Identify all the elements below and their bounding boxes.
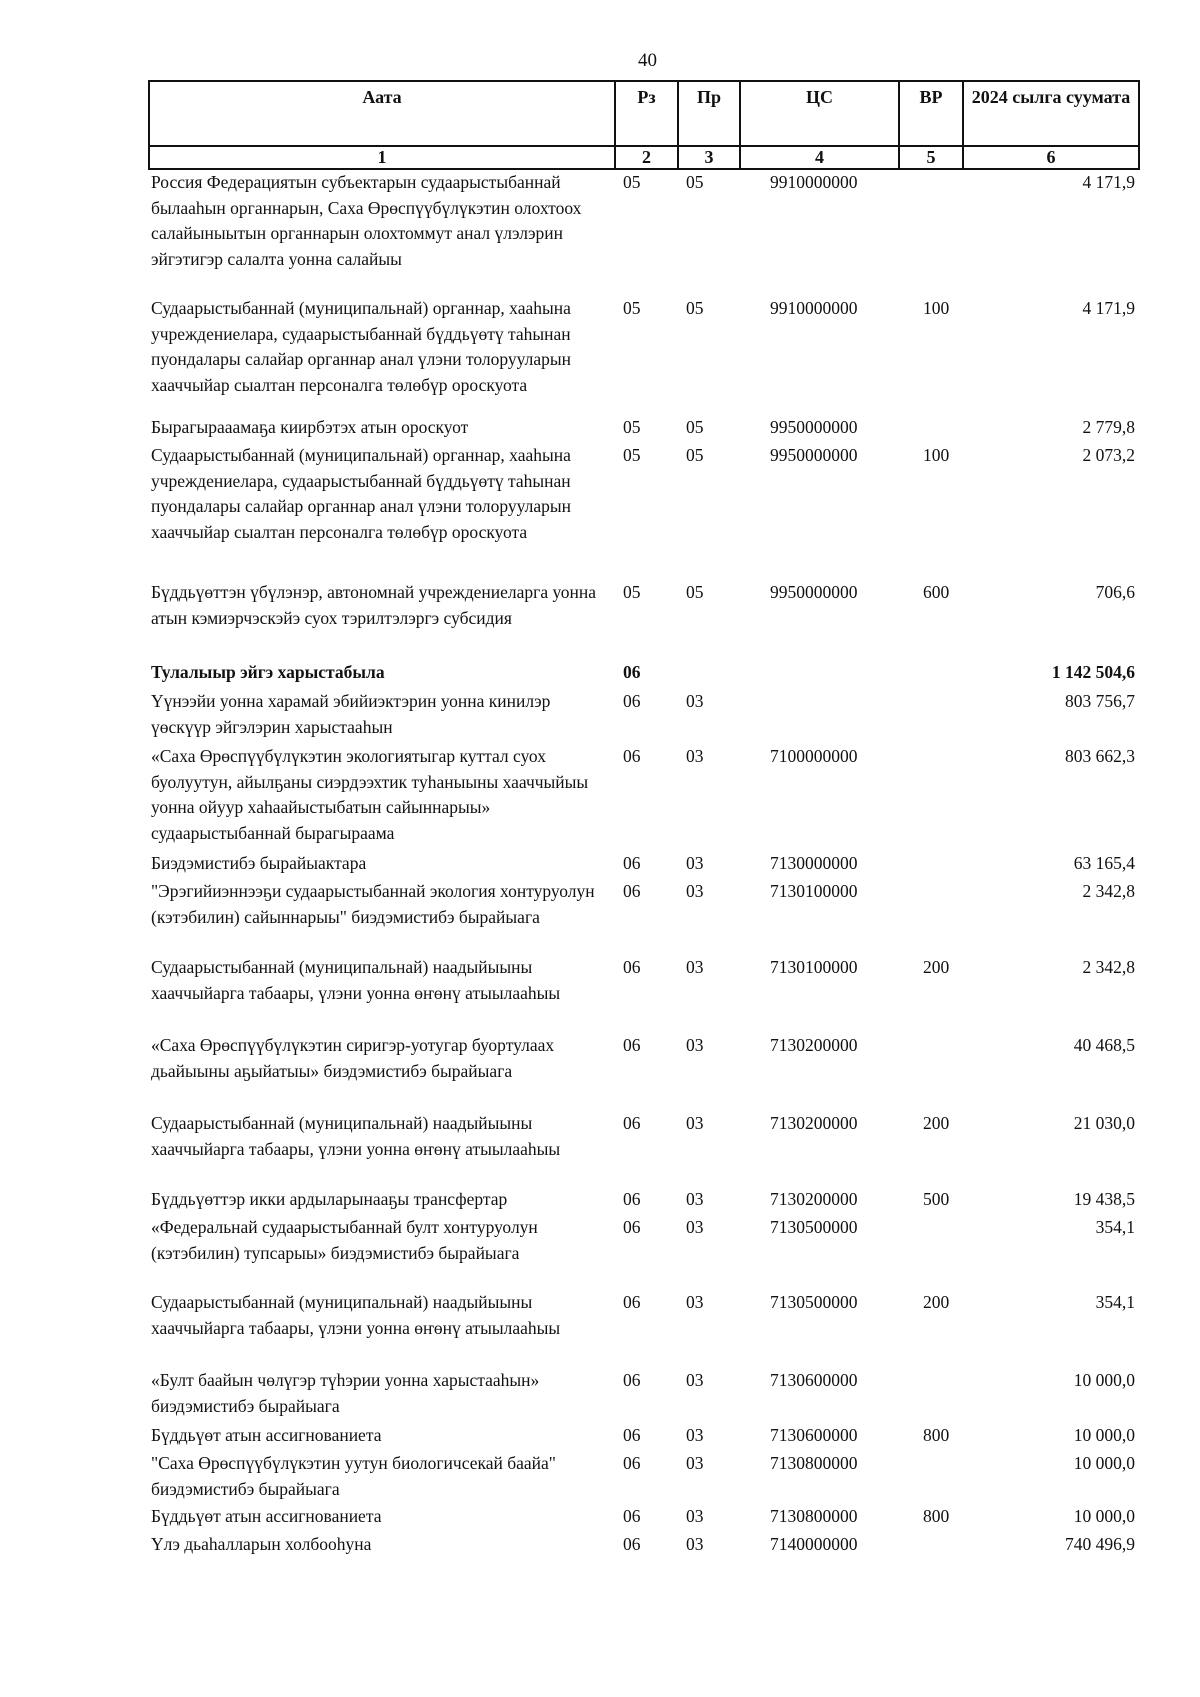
cell-cs: 7100000000: [770, 746, 858, 766]
cell-sum: 1 142 504,6: [1051, 662, 1135, 682]
cell-vr: [899, 1451, 963, 1504]
cell-vr: 100: [923, 298, 950, 318]
cell-pr: 05: [686, 172, 704, 192]
column-number-2: 2: [615, 146, 678, 169]
cell-rz: 06: [623, 746, 641, 766]
cell-pr: 03: [686, 881, 704, 901]
cell-name: «Саха Өрөспүүбүлүкэтин экологиятыгар куттал суох буолуутун, айылҕаны сиэрдээхтик туһаныыны хааччыйыы уонна ойуур хаһаайыстыбатын сайыннарыы» судаарыстыбаннай бырагыраама: [151, 746, 589, 843]
header-cs: ЦС: [740, 81, 899, 146]
cell-vr: 800: [923, 1425, 950, 1445]
cell-rz: 06: [623, 1425, 641, 1445]
cell-pr: 03: [686, 691, 704, 711]
cell-sum: 740 496,9: [1065, 1534, 1135, 1554]
cell-vr: 800: [923, 1506, 950, 1526]
cell-cs: [740, 689, 899, 744]
cell-pr: 03: [686, 1292, 704, 1312]
header-vr: ВР: [899, 81, 963, 146]
cell-name: Судаарыстыбаннай (муниципальнай) наадыйыыны хааччыйарга табаары, үлэни уонна өҥөнү атыылааһыы: [151, 957, 561, 1003]
table-row: [149, 851, 1139, 879]
page-number: 40: [638, 50, 657, 71]
cell-pr: 03: [686, 957, 704, 977]
cell-rz: 06: [623, 881, 641, 901]
cell-name: Биэдэмистибэ бырайыактара: [151, 853, 367, 873]
cell-name: Судаарыстыбаннай (муниципальнай) органнар, хааһына учреждениелара, судаарыстыбаннай бүддьүөтү таһынан пуондалары салайар органнар анал үлэни толорууларын хааччыйар сыалтан персоналга төлөбүр ороскуота: [151, 445, 572, 542]
table-body: [149, 169, 1139, 1560]
cell-rz: 06: [623, 1217, 641, 1237]
cell-vr: [899, 1215, 963, 1290]
cell-rz: 06: [623, 1292, 641, 1312]
cell-rz: 06: [623, 1506, 641, 1526]
cell-rz: 06: [623, 1113, 641, 1133]
cell-rz: 06: [623, 853, 641, 873]
cell-name: «Булт баайын чөлүгэр түһэрии уонна харыстааһын» биэдэмистибэ бырайыага: [151, 1370, 540, 1416]
cell-cs: 9950000000: [770, 417, 858, 437]
table-row: [149, 955, 1139, 1033]
cell-cs: 7130600000: [770, 1425, 858, 1445]
cell-pr: [678, 660, 740, 689]
cell-rz: 06: [623, 691, 641, 711]
table-row: [149, 443, 1139, 580]
cell-vr: [899, 415, 963, 443]
table-row: [149, 879, 1139, 955]
cell-sum: 354,1: [1095, 1217, 1135, 1237]
cell-name: Судаарыстыбаннай (муниципальнай) наадыйыыны хааччыйарга табаары, үлэни уонна өҥөнү атыылааһыы: [151, 1292, 561, 1338]
column-number-1: 1: [149, 146, 615, 169]
cell-rz: 06: [623, 662, 641, 682]
cell-pr: 03: [686, 1534, 704, 1554]
cell-sum: 803 756,7: [1065, 691, 1135, 711]
cell-sum: 4 171,9: [1082, 298, 1135, 318]
cell-sum: 2 073,2: [1082, 445, 1135, 465]
cell-pr: 05: [686, 445, 704, 465]
cell-name: «Федеральнай судаарыстыбаннай булт хонтуруолун (кэтэбилин) тупсарыы» биэдэмистибэ бырайыага: [151, 1217, 538, 1263]
cell-name: Бүддьүөт атын ассигнованиета: [151, 1425, 382, 1445]
cell-cs: 7130500000: [770, 1292, 858, 1312]
cell-pr: 03: [686, 1370, 704, 1390]
header-rz: Рз: [615, 81, 678, 146]
table-row: [149, 744, 1139, 851]
table-row: [149, 1423, 1139, 1451]
cell-name: Үлэ дьаһалларын холбооһуна: [151, 1534, 372, 1554]
cell-pr: 03: [686, 853, 704, 873]
cell-name: Үүнээйи уонна харамай эбийиэктэрин уонна кинилэр үөскүүр эйгэлэрин харыстааһын: [151, 691, 551, 737]
cell-name: Бүддьүөттэн үбүлэнэр, автономнай учреждениеларга уонна атын кэмиэрчэскэйэ суох тэрилтэлэргэ субсидия: [151, 582, 597, 628]
cell-cs: 7140000000: [770, 1534, 858, 1554]
cell-pr: 03: [686, 1506, 704, 1526]
column-number-4: 4: [740, 146, 899, 169]
cell-cs: 9950000000: [770, 582, 858, 602]
cell-cs: 7130600000: [770, 1370, 858, 1390]
table-row: [149, 660, 1139, 689]
table-header: [149, 81, 1139, 169]
cell-sum: 63 165,4: [1073, 853, 1135, 873]
cell-name: Бүддьүөттэр икки ардыларынааҕы трансфертар: [151, 1189, 508, 1209]
cell-vr: [899, 689, 963, 744]
cell-sum: 706,6: [1095, 582, 1135, 602]
cell-pr: 03: [686, 1425, 704, 1445]
cell-rz: 06: [623, 1453, 641, 1473]
cell-pr: 03: [686, 1113, 704, 1133]
table-row: [149, 296, 1139, 415]
table-row: [149, 1290, 1139, 1368]
cell-vr: [899, 660, 963, 689]
cell-cs: 7130200000: [770, 1035, 858, 1055]
cell-vr: [899, 1532, 963, 1560]
cell-rz: 06: [623, 957, 641, 977]
cell-sum: 354,1: [1095, 1292, 1135, 1312]
column-number-6: 6: [963, 146, 1139, 169]
cell-pr: 05: [686, 582, 704, 602]
table-row: [149, 580, 1139, 660]
cell-pr: 03: [686, 1035, 704, 1055]
cell-rz: 06: [623, 1189, 641, 1209]
table-row: [149, 1451, 1139, 1504]
cell-cs: 9910000000: [770, 298, 858, 318]
cell-sum: 2 342,8: [1082, 957, 1135, 977]
cell-vr: 100: [923, 445, 950, 465]
header-pr: Пр: [678, 81, 740, 146]
cell-pr: 03: [686, 1453, 704, 1473]
cell-rz: 06: [623, 1035, 641, 1055]
header-sum: 2024 сылга суумата: [963, 81, 1139, 146]
cell-pr: 03: [686, 1217, 704, 1237]
cell-vr: [899, 1368, 963, 1423]
budget-table: [148, 80, 1140, 1560]
cell-cs: [740, 660, 899, 689]
cell-vr: [899, 744, 963, 851]
cell-vr: 200: [923, 1292, 950, 1312]
cell-sum: 4 171,9: [1082, 172, 1135, 192]
cell-pr: 03: [686, 1189, 704, 1209]
table-row: [149, 169, 1139, 296]
cell-vr: [899, 169, 963, 296]
cell-vr: 600: [923, 582, 950, 602]
cell-cs: 7130800000: [770, 1453, 858, 1473]
cell-name: Судаарыстыбаннай (муниципальнай) органнар, хааһына учреждениелара, судаарыстыбаннай бүддьүөтү таһынан пуондалары салайар органнар анал үлэни толорууларын хааччыйар сыалтан персоналга төлөбүр ороскуота: [151, 298, 572, 395]
cell-cs: 7130200000: [770, 1189, 858, 1209]
cell-vr: 500: [923, 1189, 950, 1209]
cell-sum: 2 779,8: [1082, 417, 1135, 437]
cell-pr: 03: [686, 746, 704, 766]
header-name: Аата: [149, 81, 615, 146]
table-row: [149, 1033, 1139, 1111]
cell-sum: 21 030,0: [1073, 1113, 1135, 1133]
table-row: [149, 1368, 1139, 1423]
cell-cs: 9950000000: [770, 445, 858, 465]
table-row: [149, 1504, 1139, 1532]
column-number-3: 3: [678, 146, 740, 169]
cell-vr: [899, 879, 963, 955]
cell-cs: 7130100000: [770, 957, 858, 977]
cell-name: «Саха Өрөспүүбүлүкэтин сиригэр-уотугар буортулаах дьайыыны аҕыйатыы» биэдэмистибэ бырайыага: [151, 1035, 555, 1081]
cell-rz: 05: [623, 417, 641, 437]
cell-sum: 2 342,8: [1082, 881, 1135, 901]
cell-sum: 10 000,0: [1073, 1506, 1135, 1526]
table-row: [149, 1111, 1139, 1187]
cell-cs: 7130000000: [770, 853, 858, 873]
cell-rz: 05: [623, 582, 641, 602]
cell-cs: 7130500000: [770, 1217, 858, 1237]
cell-rz: 05: [623, 445, 641, 465]
cell-vr: [899, 1033, 963, 1111]
cell-sum: 19 438,5: [1073, 1189, 1135, 1209]
cell-sum: 40 468,5: [1073, 1035, 1135, 1055]
cell-sum: 10 000,0: [1073, 1370, 1135, 1390]
cell-cs: 7130800000: [770, 1506, 858, 1526]
cell-name: "Саха Өрөспүүбүлүкэтин уутун биологичсекай баайа" биэдэмистибэ бырайыага: [151, 1453, 556, 1499]
cell-name: "Эрэгийиэннээҕи судаарыстыбаннай экология хонтуруолун (кэтэбилин) сайыннарыы" биэдэмистибэ бырайыага: [151, 881, 595, 927]
cell-name: Судаарыстыбаннай (муниципальнай) наадыйыыны хааччыйарга табаары, үлэни уонна өҥөнү атыылааһыы: [151, 1113, 561, 1159]
cell-rz: 05: [623, 298, 641, 318]
cell-cs: 9910000000: [770, 172, 858, 192]
cell-name: Бүддьүөт атын ассигнованиета: [151, 1506, 382, 1526]
cell-name: Россия Федерациятын субъектарын судаарыстыбаннай былааһын органнарын, Саха Өрөспүүбүлүкэтин олохтоох салайыныытын органнарын олохтоммут анал үлэлэрин эйгэтигэр салалта уонна салайыы: [151, 172, 582, 269]
column-number-5: 5: [899, 146, 963, 169]
table-row: [149, 1215, 1139, 1290]
table-row: [149, 689, 1139, 744]
cell-pr: 05: [686, 298, 704, 318]
table-row: [149, 1187, 1139, 1215]
cell-name: Тулалыыр эйгэ харыстабыла: [151, 662, 385, 682]
cell-cs: 7130100000: [770, 881, 858, 901]
cell-cs: 7130200000: [770, 1113, 858, 1133]
cell-vr: 200: [923, 957, 950, 977]
cell-pr: 05: [686, 417, 704, 437]
cell-sum: 803 662,3: [1065, 746, 1135, 766]
cell-vr: 200: [923, 1113, 950, 1133]
table-row: [149, 1532, 1139, 1560]
cell-rz: 06: [623, 1370, 641, 1390]
cell-name: Бырагырааамаҕа киирбэтэх атын ороскуот: [151, 417, 469, 437]
cell-rz: 05: [623, 172, 641, 192]
cell-sum: 10 000,0: [1073, 1425, 1135, 1445]
cell-vr: [899, 851, 963, 879]
cell-sum: 10 000,0: [1073, 1453, 1135, 1473]
table-row: [149, 415, 1139, 443]
cell-rz: 06: [623, 1534, 641, 1554]
